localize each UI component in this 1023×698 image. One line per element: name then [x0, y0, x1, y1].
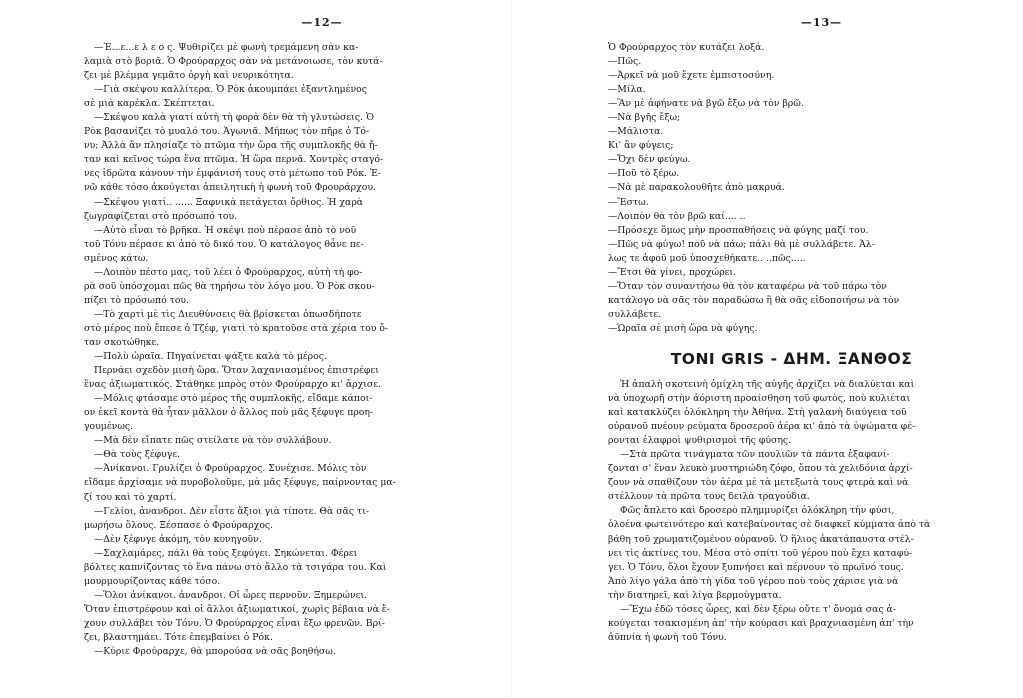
text-line: —Ἔτσι θὰ γίνει, προχώρει. [608, 266, 737, 278]
text-line: Ρὸκ βασανίζει τὸ μυαλό του. Ἀγωνιᾶ. Μήπως τὸν πῆρε ὁ Τό- [84, 126, 370, 138]
text-line: βόλτες καπνίζοντας τὸ ἕνα πάνω στὸ ἄλλο τὰ τσιγάρα του. Καὶ [84, 561, 387, 573]
text-line: Ἡ ἀπαλὴ σκοτεινὴ ὁμίχλη τῆς αὐγῆς ἀρχίζει νὰ διαλύεται καὶ [620, 378, 915, 390]
left-page-text [84, 41, 500, 659]
text-line: —Σκέψου γιατί.. ...... Ξαφνικὰ πετάγεται ὄρθιος. Ἡ χαρὰ [94, 196, 364, 208]
text-line: —Πολὺ ὡραῖα. Πηγαίνεται ψάξτε καλὰ τὸ μέρος. [94, 351, 327, 363]
text-line: ζει μὲ βλέμμα γεμᾶτο ὀργὴ καὶ νευρικότητα. [84, 70, 294, 82]
text-line: —Μίλα. [608, 84, 646, 96]
page-number-right: —13— [800, 16, 843, 29]
text-line: —Ἂν μὲ ἀφήνατε νὰ βγῶ ἔξω νὰ τὸν βρῶ. [608, 98, 804, 110]
text-line: —Μάλιστα. [608, 126, 664, 138]
text-line: Περνάει σχεδὸν μισὴ ὥρα. Ὅταν λαχανιασμένος ἐπιστρέφει [94, 365, 379, 377]
text-line: —Ἀνίκανοι. Γρυλίζει ὁ Φρούραρχος. Συνέχισε. Μόλις τὸν [94, 463, 367, 475]
text-line: —Γελίοι, ἀνανδροι. Δὲν εἶστε ἄξιοι γιὰ τίποτε. Θὰ σᾶς τι- [94, 505, 369, 517]
text-line: κούγεται τσακισμένη ἀπ' τὴν κούρασι καὶ βραχνιασμένη ἀπ' τὴν [608, 617, 914, 629]
text-line: ἀϋπνία ἡ φωνὴ τοῦ Τόνυ. [608, 631, 727, 643]
text-line: μωρήσω ὅλους. Ξέσπασε ὁ Φρούραρχος. [84, 519, 274, 531]
page-number-left: —12— [301, 16, 343, 29]
text-line: λως τε ἀφοῦ μοῦ ὑποσχεθήκατε.. ..πῶς..... [608, 252, 806, 264]
text-line: ὁλοένα φωτεινότερο καὶ κατεβαίνοντας σὲ διαφκεῖ κύμματα ἀπὸ τὰ [608, 519, 931, 531]
text-line: νει τὶς ἀκτίνες του. Μέσα στὸ σπίτι τοῦ γέρου ποὺ ἔχει καταφύ- [608, 547, 913, 559]
text-line: —Ἔστω. [608, 196, 649, 208]
text-line: —Στὰ πρῶτα τινάγματα τῶν πουλιῶν τὰ πάντα ἐξαφανί- [620, 449, 890, 461]
text-line: —Λοιπὸν θὰ τὸν βρῶ καί.... .. [608, 210, 746, 222]
text-line: —Πρόσεχε ὅμως μὴν προσπαθήσεις νὰ φύγης μαζί του. [608, 224, 869, 236]
text-line: οὐρανοῦ πνέουν ρεύματα δροσεροῦ ἀέρα κι' ἀπὸ τὰ ὑψώματα φέ- [608, 421, 916, 433]
text-line: ταν καὶ κεῖνος τώρα ἕνα πτῶμα. Ἡ ὥρα περνᾶ. Χοντρὲς σταγό- [84, 154, 384, 166]
text-line: —Νὰ μὲ παρακολουθῆτε ἀπὸ μακρυά. [608, 182, 785, 194]
text-line: βάθη τοῦ χρωματιζομένου οὐρανοῦ. Ὁ ἥλιος ἀκατάπαυστα στέλ- [608, 533, 914, 545]
text-line: ζονται σ' ἕναν λευκὸ μυστηριώδη ζόφο, ὅπου τὰ χελιδόνια ἀρχί- [608, 463, 913, 475]
text-line: ταν σκοτώθηκε. [84, 336, 160, 348]
text-line: νες ἱδρῶτα κάνουν τὴν ἐμφάνισή τους στὸ μέτωπο τοῦ Ρόκ. Ἐ- [84, 168, 382, 180]
text-line: στὸ μέρος ποὺ ἔπεσε ὁ Τζέφ, γιατὶ τὸ κρατοῦσε στὰ χέρια του ὅ- [84, 322, 389, 334]
text-line: —Ἔχω ἐδῶ τόσες ὧρες, καὶ δὲν ξέρω οὔτε τ' ὄνομά σας ἀ- [620, 603, 896, 615]
text-line: λαμιὰ στὸ βοριᾶ. Ὁ Φρούραρχος σὰν νὰ μετάνοιωσε, τὸν κυτά- [84, 56, 383, 68]
text-line: —Δὲν ξέφυγε ἀκόμη, τὸν κυνηγοῦν. [94, 533, 262, 545]
text-line: ζουν νὰ σπαθίζουν τὸν ἀέρα μὲ τὰ μετεξωτὰ τους φτερὰ καὶ νὰ [608, 477, 909, 489]
text-line: χουν συλλάβει τὸν Τόνυ. Ὁ Φρούραρχος εἶναι ἔξω φρενῶν. Βρί- [84, 617, 385, 629]
text-line: Ὅταν ἐπιστρέφουν καὶ οἱ ἄλλοι ἀξιωματικοί, χωρὶς βέβαια νὰ ἔ- [84, 603, 390, 615]
text-line: —Νὰ βγῆς ἔξω; [608, 112, 681, 124]
text-line: ζει, βλαστημάει. Τότε ἐπεμβαίνει ὁ Ρόκ. [84, 631, 273, 643]
text-line: —Πῶς. [608, 56, 642, 68]
text-line: —Μὰ δὲν εἴπατε πῶς στείλατε νὰ τὸν συλλάβουν. [94, 435, 332, 447]
right-page-text-top [608, 41, 975, 336]
text-line: —Λοιπὸν πέστο μας, τοῦ λέει ὁ Φρούραρχος, αὐτὴ τὴ φο- [94, 266, 363, 278]
text-line: —Σαχλαμάρες, πάλι θὰ τοὺς ξεφύγει. Σηκώνεται. Φέρει [94, 547, 358, 559]
text-line: πίζει τὸ πρόσωπό του. [84, 294, 190, 306]
text-line: γει. Ὁ Τόνυ, ὅλοι ἔχουν ξυπνήσει καὶ πέρνουν τὸ πρωϊνό τους. [608, 561, 904, 573]
text-line: —Ὡραῖα σὲ μισὴ ὥρα νὰ φύγης. [608, 322, 758, 334]
text-line: σμένος κάτω. [84, 252, 149, 264]
right-page [512, 0, 1023, 698]
right-page-text-bottom [608, 378, 975, 645]
text-line: —Γιὰ σκέψου καλλίτερα. Ὁ Ρὸκ ἀκουμπάει ἐξαντλημένος [94, 84, 367, 96]
text-line: —Ὅλοι ἀνίκανοι. ἀνανδροι. Οἱ ὧρες περνοῦν. Ξημερώνει. [94, 589, 368, 601]
text-line: ζωγραφίζεται στὸ πρόσωπό του. [84, 210, 238, 222]
text-line: γουμένως. [84, 421, 134, 433]
text-line: —Κύριε Φρούραρχε, θὰ μπορούσα νὰ σᾶς βοηθήσω. [94, 646, 336, 658]
text-line: τὴν διατηρεῖ, καὶ λίγα βερμούγματα. [608, 589, 782, 601]
text-line: —Θὰ τοὺς ξέφυγε. [94, 449, 181, 461]
text-line: καὶ κατακλύζει ὁλόκληρη τὴν Ἀθήνα. Στὴ γαλανὴ διαύγεια τοῦ [608, 407, 907, 419]
text-line: Ἀπὸ λίγο γάλα ἀπὸ τὴ γίδα τοῦ γέρου ποὺ τοὺς χάρισε γιὰ νὰ [608, 575, 899, 587]
text-line: κατάλογο νὰ σᾶς τὸν παραδώσω ἢ θὰ σᾶς εἰδοποιήσω νὰ τὸν [608, 294, 900, 306]
text-line: —Αὐτὸ εἶναι τὸ βρῆκα. Ἡ σκέψι ποὺ πέρασε ἀπὸ τὸ νοῦ [94, 224, 357, 236]
story-heading: TONI GRIS - ΔΗΜ. ΞΑΝΘΟΣ [670, 349, 913, 368]
text-line: —Σκέψου καλὰ γιατί αὐτὴ τὴ φορὰ δὲν θὰ τὴ γλυτώσεις. Ὁ [94, 112, 374, 124]
text-line: Ὁ Φρούραρχος τὸν κυτάζει λοξά. [608, 42, 765, 53]
text-line: —Έ...ε...ε λ ε ο ς. Ψυθιρίζει μὲ φωνὴ τρεμάμενη σὰν κα- [94, 42, 359, 53]
text-line: συλλάβετε. [608, 308, 662, 320]
text-line: στέλλουν τὰ πρῶτα τους δειλὰ τραγούδια. [608, 491, 810, 503]
text-line: —Ὄχι δὲν φεύγω. [608, 154, 691, 166]
text-line: Φῶς ἄπλετο καὶ δροσερὸ πλημμυρίζει ὁλόκληρη τὴν φύσι, [620, 505, 895, 517]
text-line: νὰ ὑποχωρῆ στὴν ἀόριστη προαίσθηση τοῦ φωτὸς, ποὺ κυλιέται [608, 393, 911, 405]
text-line: ζί του καὶ τὸ χαρτί. [84, 491, 177, 503]
text-line: Κι' ἂν φύγεις; [608, 140, 674, 152]
text-line: εἴδαμε ἀρχίσαμε νὰ πυροβολοῦμε, μὰ μᾶς ξέφυγε, παίρνοντας μα- [84, 477, 396, 489]
text-line: ον ἐκεῖ κοντὰ θὰ ἦταν μᾶλλον ὁ ἄλλος ποὺ μᾶς ξέφυγε προη- [84, 407, 374, 419]
text-line: —Τὸ χαρτὶ μὲ τὶς Διευθύνσεις θὰ βρίσκεται ὁπωσδήποτε [94, 308, 362, 320]
text-line: νυ; Ἀλλὰ ἂν πλησίαζε τὸ πτῶμα τὴν ὥρα τῆς συμπλοκῆς θὰ ἤ- [84, 140, 378, 152]
text-line: μουρμουρίζοντας κάθε τόσο. [84, 575, 221, 587]
text-line: σὲ μιὰ καρέκλα. Σκέπτεται. [84, 98, 215, 110]
text-line: —Ἀρκεῖ νὰ μοῦ ἔχετε ἐμπιστοσύνη. [608, 70, 775, 82]
text-line: —Ποῦ τὸ ξέρω. [608, 168, 680, 180]
text-line: ἕνας ἀξιωματικός. Στάθηκε μπρὸς στὸν Φρούραρχο κι' ἄρχισε. [84, 379, 381, 391]
text-line: —Μόλις φτάσαμε στὸ μέρος τῆς συμπλοκῆς, εἴδαμε κάποι- [94, 393, 373, 405]
text-line: ρονται ἐλαφροὶ ψυθιρισμοὶ τῆς φύσης. [608, 435, 792, 447]
text-line: —Πῶς νὰ φύγω! ποῦ νὰ πάω; πάλι θὰ μὲ συλλάβετε. Ἀλ- [608, 238, 875, 250]
text-line: ρὰ σοῦ ὑπόσχομαι πῶς θὰ τηρήσω τὸν λόγο μου. Ὁ Ρὸκ σκου- [84, 280, 375, 292]
text-line: —Ὅταν τὸν συναντήσω θὰ τὸν καταφέρω νὰ τοῦ πάρω τὸν [608, 280, 887, 292]
text-line: νῶ κάθε τόσο ἀκούγεται ἀπειλητικὴ ἡ φωνὴ τοῦ Φρουράρχου. [84, 182, 376, 194]
text-line: τοῦ Τόνυ πέρασε κι ἀπὸ τὸ δικό του. Ὁ κατάλογος θἆνε πε- [84, 238, 364, 250]
